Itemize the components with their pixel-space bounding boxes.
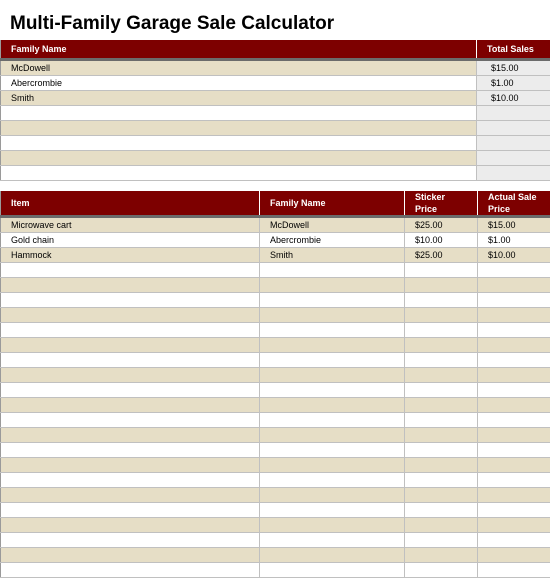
item-row bbox=[1, 563, 550, 578]
item-row bbox=[1, 533, 550, 548]
item-cell[interactable] bbox=[1, 398, 260, 413]
item-cell[interactable]: Hammock bbox=[1, 248, 260, 263]
family-name-cell[interactable] bbox=[260, 533, 405, 548]
family-name-cell[interactable] bbox=[1, 106, 477, 121]
item-cell[interactable] bbox=[1, 428, 260, 443]
families-header-row bbox=[1, 40, 550, 60]
family-name-cell[interactable] bbox=[260, 473, 405, 488]
family-name-cell[interactable] bbox=[260, 353, 405, 368]
item-row bbox=[1, 458, 550, 473]
actual-sale-price-cell[interactable] bbox=[478, 533, 550, 548]
actual-sale-price-cell[interactable] bbox=[478, 413, 550, 428]
item-row bbox=[1, 488, 550, 503]
sticker-price-cell[interactable] bbox=[405, 398, 478, 413]
family-row bbox=[1, 106, 550, 121]
sticker-price-cell[interactable]: $10.00 bbox=[405, 233, 478, 248]
family-name-cell[interactable]: McDowell bbox=[260, 217, 405, 233]
page-title: Multi-Family Garage Sale Calculator bbox=[10, 13, 334, 35]
family-name-cell[interactable]: Smith bbox=[1, 91, 477, 106]
item-row bbox=[1, 398, 550, 413]
item-cell[interactable] bbox=[1, 413, 260, 428]
item-cell[interactable] bbox=[1, 518, 260, 533]
sticker-price-cell[interactable] bbox=[405, 383, 478, 398]
family-name-cell[interactable]: McDowell bbox=[1, 60, 477, 76]
actual-sale-price-cell[interactable] bbox=[478, 488, 550, 503]
item-row bbox=[1, 443, 550, 458]
family-name-cell[interactable] bbox=[260, 323, 405, 338]
item-row bbox=[1, 233, 550, 248]
family-name-cell[interactable] bbox=[1, 121, 477, 136]
total-sales-cell[interactable] bbox=[477, 121, 550, 136]
item-row bbox=[1, 428, 550, 443]
family-name-cell[interactable] bbox=[260, 458, 405, 473]
sticker-price-cell[interactable] bbox=[405, 548, 478, 563]
actual-sale-price-cell[interactable] bbox=[478, 263, 550, 278]
family-name-cell[interactable] bbox=[260, 413, 405, 428]
item-row bbox=[1, 518, 550, 533]
total-sales-cell[interactable] bbox=[477, 106, 550, 121]
family-name-cell[interactable]: Smith bbox=[260, 248, 405, 263]
sticker-price-cell[interactable] bbox=[405, 293, 478, 308]
family-row bbox=[1, 121, 550, 136]
family-row bbox=[1, 136, 550, 151]
actual-sale-price-cell[interactable] bbox=[478, 458, 550, 473]
family-row bbox=[1, 151, 550, 166]
item-row bbox=[1, 548, 550, 563]
column-header-total-sales: Total Sales bbox=[477, 40, 550, 60]
family-name-cell[interactable] bbox=[260, 563, 405, 578]
item-row bbox=[1, 263, 550, 278]
family-name-cell[interactable]: Abercrombie bbox=[1, 76, 477, 91]
actual-sale-price-cell[interactable] bbox=[478, 473, 550, 488]
family-name-cell[interactable] bbox=[260, 293, 405, 308]
sticker-price-cell[interactable] bbox=[405, 503, 478, 518]
sticker-price-line1: Sticker bbox=[415, 192, 445, 202]
family-name-cell[interactable] bbox=[260, 548, 405, 563]
sticker-price-cell[interactable] bbox=[405, 473, 478, 488]
item-cell[interactable] bbox=[1, 563, 260, 578]
family-name-cell[interactable] bbox=[1, 136, 477, 151]
actual-sale-price-cell[interactable] bbox=[478, 518, 550, 533]
item-row bbox=[1, 503, 550, 518]
actual-sale-price-cell[interactable] bbox=[478, 353, 550, 368]
total-sales-cell[interactable] bbox=[477, 136, 550, 151]
actual-sale-price-cell[interactable] bbox=[478, 443, 550, 458]
family-name-cell[interactable] bbox=[260, 398, 405, 413]
actual-sale-price-cell[interactable] bbox=[478, 428, 550, 443]
item-row bbox=[1, 413, 550, 428]
family-name-cell[interactable] bbox=[260, 308, 405, 323]
actual-sale-price-cell[interactable] bbox=[478, 323, 550, 338]
actual-sale-price-cell[interactable] bbox=[478, 563, 550, 578]
sticker-price-cell[interactable] bbox=[405, 263, 478, 278]
family-name-cell[interactable] bbox=[260, 518, 405, 533]
item-cell[interactable] bbox=[1, 533, 260, 548]
item-cell[interactable] bbox=[1, 383, 260, 398]
item-cell[interactable] bbox=[1, 488, 260, 503]
family-name-cell[interactable] bbox=[1, 151, 477, 166]
actual-sale-price-cell[interactable] bbox=[478, 398, 550, 413]
actual-sale-price-cell[interactable] bbox=[478, 308, 550, 323]
total-sales-cell[interactable]: $10.00 bbox=[477, 91, 550, 106]
item-cell[interactable] bbox=[1, 548, 260, 563]
item-row bbox=[1, 323, 550, 338]
actual-sale-price-cell[interactable] bbox=[478, 368, 550, 383]
item-cell[interactable]: Microwave cart bbox=[1, 217, 260, 233]
family-name-cell[interactable] bbox=[1, 166, 477, 181]
item-cell[interactable] bbox=[1, 368, 260, 383]
family-name-cell[interactable]: Abercrombie bbox=[260, 233, 405, 248]
family-name-cell[interactable] bbox=[260, 503, 405, 518]
family-name-cell[interactable] bbox=[260, 263, 405, 278]
family-name-cell[interactable] bbox=[260, 368, 405, 383]
item-row bbox=[1, 308, 550, 323]
family-name-cell[interactable] bbox=[260, 338, 405, 353]
total-sales-cell[interactable] bbox=[477, 166, 550, 181]
item-cell[interactable] bbox=[1, 293, 260, 308]
item-row bbox=[1, 217, 550, 233]
item-row bbox=[1, 353, 550, 368]
sticker-price-cell[interactable] bbox=[405, 443, 478, 458]
item-row bbox=[1, 293, 550, 308]
column-header-family-name: Family Name bbox=[1, 40, 477, 60]
sticker-price-line2: Price bbox=[415, 204, 437, 214]
family-row bbox=[1, 91, 550, 106]
item-cell[interactable] bbox=[1, 458, 260, 473]
item-cell[interactable] bbox=[1, 308, 260, 323]
actual-sale-price-cell[interactable] bbox=[478, 338, 550, 353]
sticker-price-cell[interactable] bbox=[405, 368, 478, 383]
item-cell[interactable] bbox=[1, 473, 260, 488]
sticker-price-cell[interactable] bbox=[405, 338, 478, 353]
item-row bbox=[1, 383, 550, 398]
total-sales-cell[interactable]: $15.00 bbox=[477, 60, 550, 76]
column-header-sticker-price bbox=[405, 191, 478, 217]
sticker-price-cell[interactable] bbox=[405, 458, 478, 473]
sticker-price-cell[interactable] bbox=[405, 563, 478, 578]
sticker-price-cell[interactable] bbox=[405, 353, 478, 368]
item-row bbox=[1, 473, 550, 488]
family-name-cell[interactable] bbox=[260, 488, 405, 503]
item-cell[interactable] bbox=[1, 353, 260, 368]
actual-sale-price-cell[interactable]: $15.00 bbox=[478, 217, 550, 233]
sticker-price-cell[interactable] bbox=[405, 413, 478, 428]
item-row bbox=[1, 278, 550, 293]
item-cell[interactable] bbox=[1, 323, 260, 338]
actual-sale-price-line2: Price bbox=[488, 204, 510, 214]
sticker-price-cell[interactable] bbox=[405, 428, 478, 443]
item-cell[interactable] bbox=[1, 443, 260, 458]
family-name-cell[interactable] bbox=[260, 278, 405, 293]
item-row bbox=[1, 368, 550, 383]
family-row bbox=[1, 76, 550, 91]
sticker-price-cell[interactable] bbox=[405, 518, 478, 533]
families-table bbox=[0, 40, 550, 181]
total-sales-cell[interactable] bbox=[477, 151, 550, 166]
item-row bbox=[1, 248, 550, 263]
actual-sale-price-cell[interactable] bbox=[478, 383, 550, 398]
column-header-family-name: Family Name bbox=[260, 191, 405, 217]
items-table bbox=[0, 191, 550, 578]
items-header-row bbox=[1, 191, 550, 217]
family-row bbox=[1, 60, 550, 76]
item-row bbox=[1, 338, 550, 353]
item-cell[interactable] bbox=[1, 503, 260, 518]
actual-sale-price-cell[interactable]: $10.00 bbox=[478, 248, 550, 263]
sticker-price-cell[interactable]: $25.00 bbox=[405, 248, 478, 263]
sticker-price-cell[interactable] bbox=[405, 308, 478, 323]
family-name-cell[interactable] bbox=[260, 428, 405, 443]
actual-sale-price-cell[interactable] bbox=[478, 278, 550, 293]
actual-sale-price-cell[interactable] bbox=[478, 293, 550, 308]
actual-sale-price-line1: Actual Sale bbox=[488, 192, 537, 202]
actual-sale-price-cell[interactable] bbox=[478, 503, 550, 518]
column-header-item: Item bbox=[1, 191, 260, 217]
sticker-price-cell[interactable] bbox=[405, 278, 478, 293]
item-cell[interactable] bbox=[1, 263, 260, 278]
actual-sale-price-cell[interactable] bbox=[478, 548, 550, 563]
item-cell[interactable] bbox=[1, 278, 260, 293]
total-sales-cell[interactable]: $1.00 bbox=[477, 76, 550, 91]
item-cell[interactable]: Gold chain bbox=[1, 233, 260, 248]
sticker-price-cell[interactable] bbox=[405, 488, 478, 503]
sticker-price-cell[interactable] bbox=[405, 533, 478, 548]
family-name-cell[interactable] bbox=[260, 443, 405, 458]
item-cell[interactable] bbox=[1, 338, 260, 353]
column-header-actual-sale-price bbox=[478, 191, 550, 217]
family-row bbox=[1, 166, 550, 181]
sticker-price-cell[interactable] bbox=[405, 323, 478, 338]
sticker-price-cell[interactable]: $25.00 bbox=[405, 217, 478, 233]
family-name-cell[interactable] bbox=[260, 383, 405, 398]
actual-sale-price-cell[interactable]: $1.00 bbox=[478, 233, 550, 248]
